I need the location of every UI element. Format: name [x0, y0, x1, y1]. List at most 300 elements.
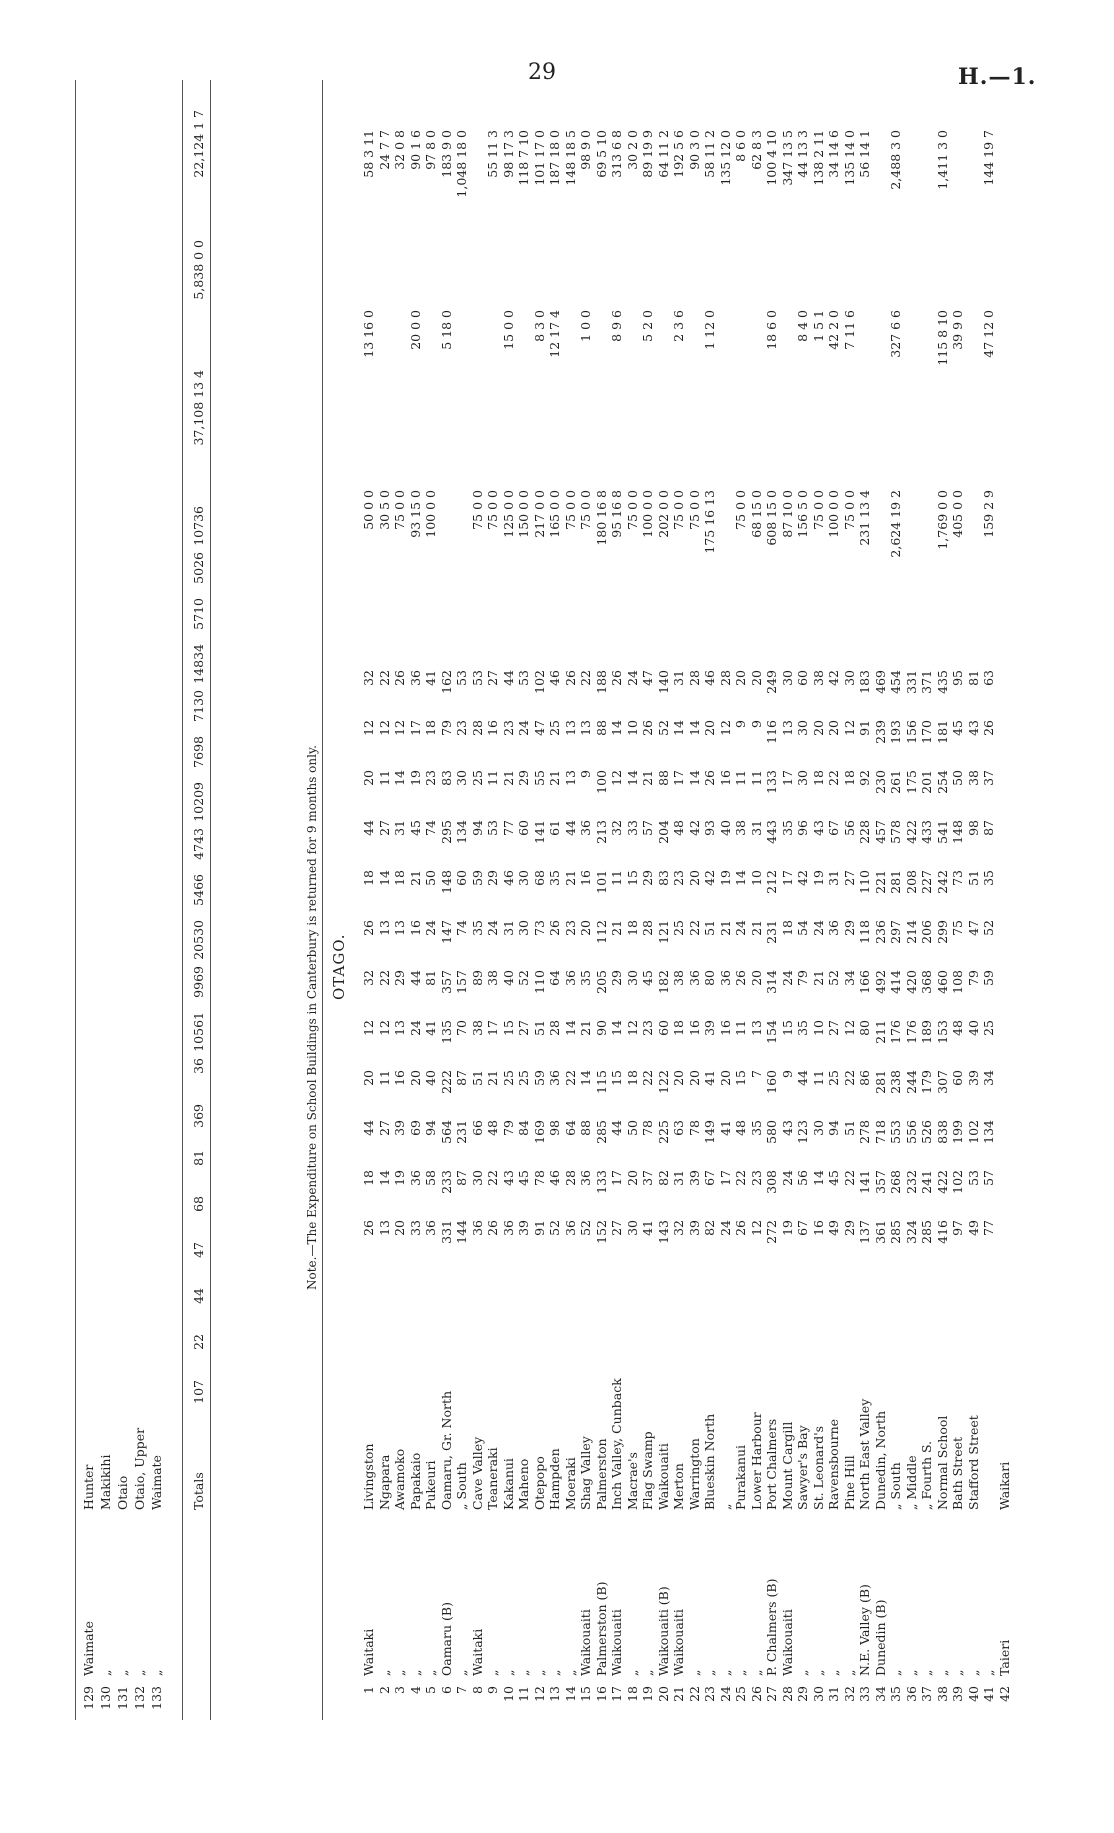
cell-value: 231 13 4	[857, 490, 872, 546]
district-name: „	[500, 1669, 516, 1676]
cell-value: 18 6 0	[764, 310, 779, 350]
cell-value: 31	[826, 870, 841, 886]
cell-value: 36	[578, 820, 593, 836]
cell-value: 24	[407, 1020, 423, 1036]
row-number: 133	[149, 1686, 164, 1710]
school-name: Ravensbourne	[826, 1418, 841, 1510]
school-name: Merton	[671, 1463, 686, 1510]
school-name: Waimate	[149, 1455, 164, 1510]
cell-value: 17	[779, 770, 795, 786]
cell-value: 48	[950, 1020, 965, 1036]
cell-value: 30	[810, 1120, 826, 1136]
cell-value: 241	[919, 1170, 934, 1194]
totals-value: 14834	[191, 644, 206, 684]
school-name: „ Middle	[903, 1455, 919, 1510]
cell-value: 1 5 1	[810, 310, 826, 342]
cell-value: 78	[686, 1120, 702, 1136]
cell-value: 244	[903, 1070, 919, 1094]
row-number: 23	[702, 1686, 717, 1702]
cell-value: 1 0 0	[578, 310, 593, 342]
school-name: Pukeuri	[423, 1460, 438, 1510]
cell-value: 116	[764, 720, 779, 744]
cell-value: 78	[531, 1170, 547, 1186]
cell-value: 92	[857, 770, 872, 786]
cell-value: 23	[500, 720, 516, 736]
section-title: OTAGO.	[330, 933, 348, 1000]
row-number: 26	[748, 1686, 764, 1702]
cell-value: 15	[733, 1070, 748, 1086]
cell-value: 553	[888, 1120, 903, 1144]
cell-value: 165 0 0	[547, 490, 562, 538]
cell-value: 22	[485, 1170, 500, 1186]
district-name: „	[98, 1669, 113, 1676]
cell-value: 371	[919, 670, 934, 694]
cell-value: 176	[888, 1020, 903, 1044]
cell-value: 272	[764, 1220, 779, 1244]
cell-value: 73	[531, 920, 547, 936]
totals-value: 5026	[191, 552, 206, 584]
cell-value: 25	[981, 1020, 996, 1036]
cell-value: 47	[640, 670, 655, 686]
district-name: „	[919, 1669, 934, 1676]
cell-value: 433	[919, 820, 934, 844]
cell-value: 24	[779, 970, 795, 986]
cell-value: 46	[547, 670, 562, 686]
row-number: 30	[810, 1686, 826, 1702]
district-name: „	[115, 1669, 130, 1676]
cell-value: 42	[826, 670, 841, 686]
cell-value: 36	[562, 970, 578, 986]
cell-value: 88	[655, 770, 671, 786]
school-name: Waikari	[996, 1461, 1012, 1510]
cell-value: 30	[795, 770, 810, 786]
cell-value: 90 3 0	[686, 130, 702, 170]
cell-value: 26	[485, 1220, 500, 1236]
school-name: Shag Valley	[578, 1436, 593, 1510]
cell-value: 443	[764, 820, 779, 844]
cell-value: 20	[748, 970, 764, 986]
cell-value: 26	[547, 920, 562, 936]
cell-value: 30	[624, 1220, 640, 1236]
cell-value: 20	[686, 870, 702, 886]
cell-value: 12	[748, 1220, 764, 1236]
cell-value: 24	[423, 920, 438, 936]
cell-value: 14	[376, 1170, 392, 1186]
cell-value: 60	[516, 820, 531, 836]
cell-value: 58 11 2	[702, 130, 717, 178]
cell-value: 212	[764, 870, 779, 894]
cell-value: 11	[609, 870, 624, 886]
district-name: Dunedin (B)	[872, 1599, 888, 1676]
cell-value: 100	[593, 770, 609, 794]
cell-value: 314	[764, 970, 779, 994]
cell-value: 79	[438, 720, 454, 736]
cell-value: 213	[593, 820, 609, 844]
row-number: 14	[562, 1686, 578, 1702]
cell-value: 16	[578, 870, 593, 886]
cell-value: 580	[764, 1120, 779, 1144]
cell-value: 10	[810, 1020, 826, 1036]
cell-value: 12	[361, 1020, 376, 1036]
cell-value: 60	[655, 1020, 671, 1036]
cell-value: 160	[764, 1070, 779, 1094]
cell-value: 134	[454, 820, 469, 844]
cell-value: 31	[392, 820, 407, 836]
cell-value: 141	[531, 820, 547, 844]
totals-value: 22,124 1 7	[191, 110, 206, 178]
cell-value: 22	[826, 770, 841, 786]
cell-value: 24	[733, 920, 748, 936]
rule-line	[322, 80, 323, 1720]
cell-value: 26	[733, 1220, 748, 1236]
cell-value: 52	[655, 720, 671, 736]
cell-value: 31	[671, 1170, 686, 1186]
school-name: Hampden	[547, 1448, 562, 1510]
cell-value: 202 0 0	[655, 490, 671, 538]
cell-value: 27	[826, 1020, 841, 1036]
cell-value: 154	[764, 1020, 779, 1044]
cell-value: 13	[376, 1220, 392, 1236]
cell-value: 233	[438, 1170, 454, 1194]
cell-value: 12	[361, 720, 376, 736]
cell-value: 11	[376, 1070, 392, 1086]
totals-value: 10209	[191, 782, 206, 822]
cell-value: 22	[562, 1070, 578, 1086]
cell-value: 20	[578, 920, 593, 936]
row-number: 11	[516, 1686, 531, 1702]
cell-value: 34	[841, 970, 857, 986]
cell-value: 102	[965, 1120, 981, 1144]
cell-value: 51	[702, 920, 717, 936]
cell-value: 11	[810, 1070, 826, 1086]
cell-value: 12	[609, 770, 624, 786]
row-number: 6	[438, 1686, 454, 1694]
cell-value: 68	[531, 870, 547, 886]
cell-value: 50	[624, 1120, 640, 1136]
cell-value: 24	[516, 720, 531, 736]
cell-value: 38	[733, 820, 748, 836]
cell-value: 28	[562, 1170, 578, 1186]
cell-value: 49	[826, 1220, 841, 1236]
cell-value: 180 16 8	[593, 490, 609, 546]
cell-value: 12	[841, 1020, 857, 1036]
cell-value: 27	[516, 1020, 531, 1036]
cell-value: 45	[407, 820, 423, 836]
cell-value: 12	[717, 720, 733, 736]
cell-value: 58	[423, 1170, 438, 1186]
row-number: 20	[655, 1686, 671, 1702]
cell-value: 29	[609, 970, 624, 986]
cell-value: 61	[547, 820, 562, 836]
cell-value: 454	[888, 670, 903, 694]
cell-value: 67	[795, 1220, 810, 1236]
cell-value: 52	[578, 1220, 593, 1236]
cell-value: 51	[841, 1120, 857, 1136]
district-name: „	[903, 1669, 919, 1676]
cell-value: 90	[593, 1020, 609, 1036]
cell-value: 10	[624, 720, 640, 736]
school-name: Livingston	[361, 1443, 376, 1510]
cell-value: 32	[609, 820, 624, 836]
cell-value: 81	[965, 670, 981, 686]
totals-value: 20530	[191, 920, 206, 960]
district-name: „	[810, 1669, 826, 1676]
school-name: „ South	[888, 1462, 903, 1510]
cell-value: 20	[748, 670, 764, 686]
cell-value: 63	[671, 1120, 686, 1136]
cell-value: 79	[500, 1120, 516, 1136]
school-name: Otaio	[115, 1475, 130, 1510]
cell-value: 208	[903, 870, 919, 894]
cell-value: 42	[686, 820, 702, 836]
cell-value: 23	[562, 920, 578, 936]
cell-value: 26	[733, 970, 748, 986]
cell-value: 36	[469, 1220, 485, 1236]
cell-value: 221	[872, 870, 888, 894]
district-name: N.E. Valley (B)	[857, 1584, 872, 1676]
cell-value: 36	[407, 1170, 423, 1186]
cell-value: 239	[872, 720, 888, 744]
cell-value: 36	[826, 920, 841, 936]
cell-value: 295	[438, 820, 454, 844]
cell-value: 9	[578, 770, 593, 778]
cell-value: 8 6 0	[733, 130, 748, 162]
cell-value: 308	[764, 1170, 779, 1194]
school-name: Kakanui	[500, 1458, 516, 1510]
cell-value: 14	[686, 720, 702, 736]
district-name: „	[950, 1669, 965, 1676]
cell-value: 8 4 0	[795, 310, 810, 342]
totals-value: 68	[191, 1196, 206, 1212]
cell-value: 12	[841, 720, 857, 736]
district-name: „	[826, 1669, 841, 1676]
cell-value: 41	[423, 1020, 438, 1036]
cell-value: 5 18 0	[438, 310, 454, 350]
cell-value: 9	[779, 1070, 795, 1078]
cell-value: 166	[857, 970, 872, 994]
row-number: 36	[903, 1686, 919, 1702]
district-name: Waikouaiti	[578, 1609, 593, 1676]
cell-value: 153	[934, 1020, 950, 1044]
school-name: Lower Harbour	[748, 1412, 764, 1510]
cell-value: 148	[950, 820, 965, 844]
cell-value: 133	[593, 1170, 609, 1194]
district-name: „	[531, 1669, 547, 1676]
cell-value: 52	[826, 970, 841, 986]
school-name: Otepopo	[531, 1456, 547, 1510]
row-number: 13	[547, 1686, 562, 1702]
cell-value: 39	[702, 1020, 717, 1036]
cell-value: 162	[438, 670, 454, 694]
cell-value: 84	[516, 1120, 531, 1136]
cell-value: 361	[872, 1220, 888, 1244]
cell-value: 36	[407, 670, 423, 686]
district-name: „	[733, 1669, 748, 1676]
cell-value: 14	[578, 1070, 593, 1086]
cell-value: 23	[423, 770, 438, 786]
cell-value: 144 19 7	[981, 130, 996, 186]
cell-value: 73	[950, 870, 965, 886]
cell-value: 75 0 0	[686, 490, 702, 530]
cell-value: 64	[562, 1120, 578, 1136]
cell-value: 44	[361, 820, 376, 836]
school-name: Makikihi	[98, 1454, 113, 1510]
cell-value: 238	[888, 1070, 903, 1094]
cell-value: 34 14 6	[826, 130, 841, 178]
district-name: „	[485, 1669, 500, 1676]
cell-value: 95 16 8	[609, 490, 624, 538]
cell-value: 147	[438, 920, 454, 944]
cell-value: 49	[965, 1220, 981, 1236]
cell-value: 20	[361, 770, 376, 786]
district-name: „	[516, 1669, 531, 1676]
cell-value: 51	[531, 1020, 547, 1036]
cell-value: 98	[547, 1120, 562, 1136]
cell-value: 20	[407, 1070, 423, 1086]
school-name: Normal School	[934, 1415, 950, 1510]
cell-value: 39 9 0	[950, 310, 965, 350]
cell-value: 29	[841, 1220, 857, 1236]
cell-value: 56	[795, 1170, 810, 1186]
cell-value: 22	[578, 670, 593, 686]
cell-value: 183 9 0	[438, 130, 454, 178]
cell-value: 33	[624, 820, 640, 836]
cell-value: 12	[624, 1020, 640, 1036]
cell-value: 27	[376, 820, 392, 836]
cell-value: 2,488 3 0	[888, 130, 903, 190]
cell-value: 206	[919, 920, 934, 944]
cell-value: 38	[965, 770, 981, 786]
cell-value: 13 16 0	[361, 310, 376, 358]
cell-value: 157	[454, 970, 469, 994]
school-name: Blueskin North	[702, 1413, 717, 1510]
cell-value: 82	[655, 1170, 671, 1186]
cell-value: 12	[392, 720, 407, 736]
cell-value: 30	[624, 970, 640, 986]
cell-value: 331	[438, 1220, 454, 1244]
cell-value: 36	[547, 1070, 562, 1086]
cell-value: 48	[733, 1120, 748, 1136]
cell-value: 95	[950, 670, 965, 686]
cell-value: 14	[392, 770, 407, 786]
cell-value: 20	[810, 720, 826, 736]
cell-value: 15	[624, 870, 640, 886]
row-number: 35	[888, 1686, 903, 1702]
cell-value: 150 0 0	[516, 490, 531, 538]
cell-value: 36	[500, 1220, 516, 1236]
cell-value: 32 0 8	[392, 130, 407, 170]
cell-value: 32	[671, 1220, 686, 1236]
cell-value: 29	[841, 920, 857, 936]
row-number: 16	[593, 1686, 609, 1702]
cell-value: 21	[640, 770, 655, 786]
cell-value: 149	[702, 1120, 717, 1144]
cell-value: 44	[361, 1120, 376, 1136]
cell-value: 25	[826, 1070, 841, 1086]
cell-value: 58 3 11	[361, 130, 376, 178]
district-name: „	[624, 1669, 640, 1676]
cell-value: 45	[640, 970, 655, 986]
school-name: Maheno	[516, 1458, 531, 1510]
cell-value: 42	[702, 870, 717, 886]
totals-value: 4743	[191, 828, 206, 860]
cell-value: 313 6 8	[609, 130, 624, 178]
cell-value: 118	[857, 920, 872, 944]
cell-value: 100 0 0	[423, 490, 438, 538]
cell-value: 67	[702, 1170, 717, 1186]
cell-value: 28	[469, 720, 485, 736]
cell-value: 414	[888, 970, 903, 994]
cell-value: 327 6 6	[888, 310, 903, 358]
cell-value: 34	[981, 1070, 996, 1086]
row-number: 4	[407, 1686, 423, 1694]
cell-value: 38	[671, 970, 686, 986]
cell-value: 59	[981, 970, 996, 986]
school-name: Port Chalmers	[764, 1418, 779, 1510]
cell-value: 30	[516, 870, 531, 886]
cell-value: 75 0 0	[392, 490, 407, 530]
cell-value: 44	[795, 1070, 810, 1086]
cell-value: 51	[469, 1070, 485, 1086]
district-name: „	[981, 1669, 996, 1676]
cell-value: 44	[500, 670, 516, 686]
cell-value: 64 11 2	[655, 130, 671, 178]
cell-value: 91	[857, 720, 872, 736]
cell-value: 51	[965, 870, 981, 886]
page-reference: H.—1.	[958, 64, 1037, 90]
cell-value: 141	[857, 1170, 872, 1194]
cell-value: 285	[888, 1220, 903, 1244]
cell-value: 55 11 3	[485, 130, 500, 178]
cell-value: 217 0 0	[531, 490, 547, 538]
cell-value: 19	[407, 770, 423, 786]
cell-value: 24	[485, 920, 500, 936]
cell-value: 176	[903, 1020, 919, 1044]
cell-value: 25	[671, 920, 686, 936]
cell-value: 112	[593, 920, 609, 944]
cell-value: 25	[547, 720, 562, 736]
cell-value: 26	[609, 670, 624, 686]
cell-value: 29	[485, 870, 500, 886]
cell-value: 22	[376, 970, 392, 986]
cell-value: 69 5 10	[593, 130, 609, 178]
cell-value: 214	[903, 920, 919, 944]
cell-value: 31	[748, 820, 764, 836]
cell-value: 8 3 0	[531, 310, 547, 342]
cell-value: 75 0 0	[733, 490, 748, 530]
totals-value: 7698	[191, 736, 206, 768]
district-name: „	[376, 1669, 392, 1676]
cell-value: 357	[872, 1170, 888, 1194]
cell-value: 16	[717, 1020, 733, 1036]
cell-value: 20	[702, 720, 717, 736]
district-name: „	[748, 1669, 764, 1676]
cell-value: 74	[423, 820, 438, 836]
cell-value: 1 12 0	[702, 310, 717, 350]
cell-value: 70	[454, 1020, 469, 1036]
cell-value: 14	[609, 1020, 624, 1036]
cell-value: 249	[764, 670, 779, 694]
school-name: „	[717, 1503, 733, 1510]
cell-value: 75 0 0	[578, 490, 593, 530]
cell-value: 36	[423, 1220, 438, 1236]
cell-value: 231	[454, 1120, 469, 1144]
row-number: 21	[671, 1686, 686, 1702]
district-name: „	[132, 1669, 147, 1676]
totals-value: 10736	[191, 506, 206, 546]
cell-value: 53	[454, 670, 469, 686]
cell-value: 297	[888, 920, 903, 944]
